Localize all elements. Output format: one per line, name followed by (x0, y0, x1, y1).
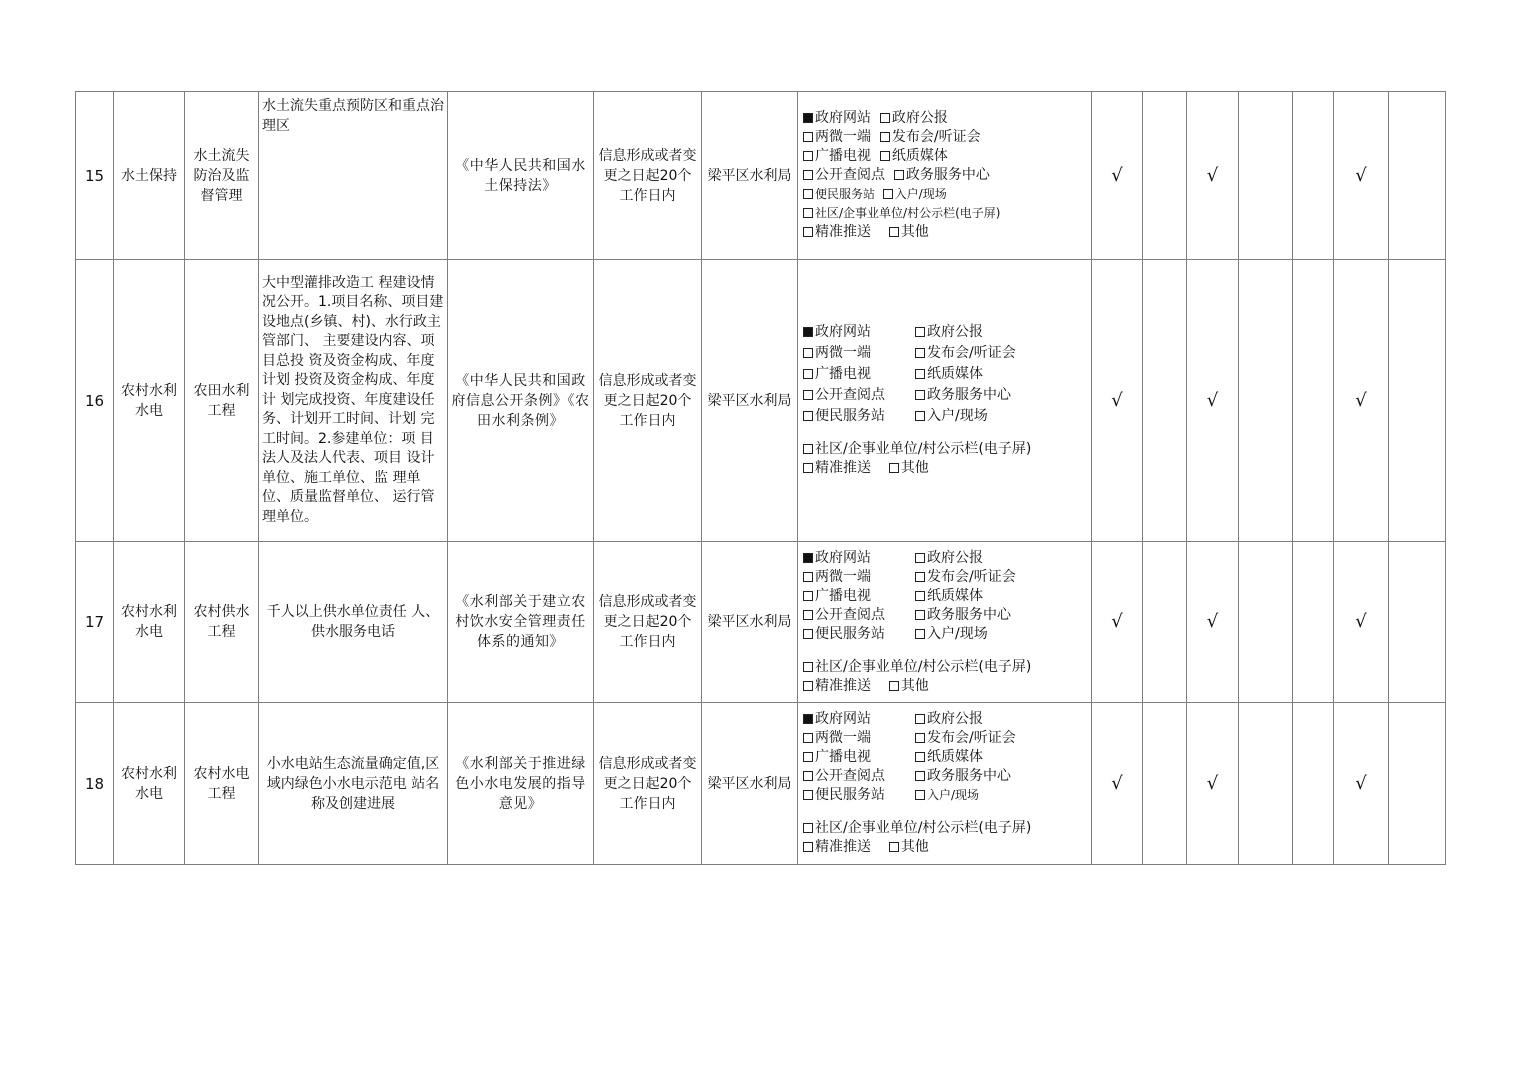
check-mark (1293, 703, 1334, 865)
channel-paper: 纸质媒体 (927, 587, 983, 604)
check-mark: √ (1092, 260, 1143, 542)
checkbox-icon (889, 842, 899, 852)
checkbox-icon (803, 463, 813, 473)
checkbox-icon (803, 629, 813, 639)
checked-box-icon (803, 553, 813, 563)
check-mark: √ (1092, 542, 1143, 703)
check-mark (1389, 703, 1446, 865)
channel-community: 社区/企事业单位/村公示栏(电子屏) (815, 441, 1032, 457)
disclosure-content: 水土流失重点预防区和重点治理区 (259, 92, 448, 260)
channel-hearing: 发布会/听证会 (927, 730, 1016, 746)
checkbox-icon (915, 771, 925, 781)
checkbox-icon (803, 151, 813, 161)
responsible-department: 梁平区水利局 (702, 92, 798, 260)
check-mark: √ (1092, 703, 1143, 865)
disclosure-content: 小水电站生态流量确定值,区域内绿色小水电示范电 站名称及创建进展 (259, 703, 448, 865)
channel-broadcast: 广播电视 (815, 749, 871, 765)
checkbox-icon (803, 790, 813, 800)
disclosure-time-limit: 信息形成或者变更之日起20个工作日内 (594, 542, 702, 703)
check-mark (1293, 92, 1334, 260)
checkbox-icon (803, 681, 813, 691)
table-row (76, 92, 1446, 260)
checkbox-icon (803, 823, 813, 833)
checkbox-icon (889, 463, 899, 473)
channel-govweb: 政府网站 (815, 549, 871, 566)
channel-other: 其他 (900, 677, 929, 694)
checkbox-icon (915, 591, 925, 601)
channel-twomicro: 两微一端 (815, 730, 871, 746)
checkbox-icon (803, 771, 813, 781)
channel-govweb: 政府网站 (815, 110, 871, 126)
channel-household: 入户/现场 (894, 187, 947, 201)
row-number: 17 (76, 542, 114, 703)
disclosure-channels (798, 92, 1092, 260)
disclosure-time-limit: 信息形成或者变更之日起20个工作日内 (594, 703, 702, 865)
category-level2: 农村水电工程 (185, 703, 259, 865)
category-level2: 农田水利工程 (185, 260, 259, 542)
channel-household: 入户/现场 (927, 788, 980, 802)
checkbox-icon (889, 227, 899, 237)
channel-reading: 公开查阅点 (815, 768, 885, 784)
channel-twomicro: 两微一端 (815, 345, 871, 361)
channel-service-center: 政务服务中心 (927, 606, 1011, 623)
channel-precise: 精准推送 (815, 839, 871, 855)
checkbox-icon (915, 790, 925, 800)
disclosure-content: 大中型灌排改造工 程建设情况公开。1.项目名称、项目建设地点(乡镇、村)、水行政主管部门、 主要建设内容、项目总投 资及资金构成、年度计划 投资及资金构成、年度计 划完成投资、年度建设任 务、计划开工时间、计划 完工时间。2.参建单位：项 目法人及法人代表、项目 设计单位、施工单位、监 理单位、质量监督单位、 运行管理单位。 (259, 260, 448, 542)
check-mark (1143, 260, 1187, 542)
channel-service-center: 政务服务中心 (905, 167, 990, 183)
check-mark (1239, 542, 1293, 703)
checkbox-icon (880, 151, 890, 161)
checkbox-icon (803, 170, 813, 180)
channel-other: 其他 (900, 839, 929, 855)
checkbox-icon (803, 390, 813, 400)
check-mark (1143, 542, 1187, 703)
disclosure-content: 千人以上供水单位责任 人、供水服务电话 (259, 542, 448, 703)
check-mark (1239, 703, 1293, 865)
checkbox-icon (803, 444, 813, 454)
check-mark: √ (1187, 92, 1239, 260)
channel-broadcast: 广播电视 (815, 148, 871, 164)
channel-community: 社区/企事业单位/村公示栏(电子屏) (815, 658, 1032, 675)
checkbox-icon (915, 553, 925, 563)
checkbox-icon (894, 170, 904, 180)
checkbox-icon (803, 132, 813, 142)
checkbox-icon (803, 842, 813, 852)
check-mark (1293, 542, 1334, 703)
channel-service-center: 政务服务中心 (927, 387, 1011, 403)
channel-gazette: 政府公报 (927, 549, 983, 566)
row-number: 16 (76, 260, 114, 542)
channel-twomicro: 两微一端 (815, 129, 871, 145)
checkbox-icon (803, 610, 813, 620)
channel-precise: 精准推送 (815, 224, 871, 240)
channel-household: 入户/现场 (927, 408, 988, 424)
disclosure-table (75, 91, 1446, 865)
table-row (76, 703, 1446, 865)
channel-gazette: 政府公报 (891, 110, 948, 126)
channel-convenience: 便民服务站 (815, 625, 885, 642)
checkbox-icon (803, 733, 813, 743)
disclosure-time-limit: 信息形成或者变更之日起20个工作日内 (594, 92, 702, 260)
check-mark (1143, 703, 1187, 865)
channel-reading: 公开查阅点 (815, 387, 885, 403)
category-level1: 水土保持 (114, 92, 185, 260)
row-number: 15 (76, 92, 114, 260)
checked-box-icon (803, 327, 813, 337)
check-mark: √ (1092, 92, 1143, 260)
checkbox-icon (803, 369, 813, 379)
checkbox-icon (883, 189, 893, 199)
channel-govweb: 政府网站 (815, 324, 871, 340)
channel-convenience: 便民服务站 (815, 187, 876, 201)
checkbox-icon (915, 752, 925, 762)
category-level2: 水土流失防治及监督管理 (185, 92, 259, 260)
checkbox-icon (915, 348, 925, 358)
checkbox-icon (915, 327, 925, 337)
legal-basis: 《水利部关于建立农村饮水安全管理责任体系的通知》 (448, 542, 594, 703)
checkbox-icon (803, 752, 813, 762)
responsible-department: 梁平区水利局 (702, 703, 798, 865)
checkbox-icon (803, 189, 813, 199)
check-mark (1293, 260, 1334, 542)
channel-paper: 纸质媒体 (891, 148, 948, 164)
check-mark: √ (1334, 260, 1389, 542)
checked-box-icon (803, 113, 813, 123)
disclosure-channels (798, 260, 1092, 542)
checkbox-icon (889, 681, 899, 691)
disclosure-channels (798, 703, 1092, 865)
row-number: 18 (76, 703, 114, 865)
checkbox-icon (880, 132, 890, 142)
channel-other: 其他 (900, 460, 929, 476)
category-level1: 农村水利水电 (114, 703, 185, 865)
channel-community: 社区/企事业单位/村公示栏(电子屏) (815, 206, 1001, 220)
checkbox-icon (915, 714, 925, 724)
checkbox-icon (915, 369, 925, 379)
checkbox-icon (803, 662, 813, 672)
checkbox-icon (803, 227, 813, 237)
checkbox-icon (803, 411, 813, 421)
channel-household: 入户/现场 (927, 625, 988, 642)
checkbox-icon (915, 390, 925, 400)
checkbox-icon (915, 411, 925, 421)
checkbox-icon (803, 572, 813, 582)
checkbox-icon (915, 733, 925, 743)
disclosure-time-limit: 信息形成或者变更之日起20个工作日内 (594, 260, 702, 542)
channel-twomicro: 两微一端 (815, 568, 871, 585)
legal-basis: 《水利部关于推进绿色小水电发展的指导意见》 (448, 703, 594, 865)
responsible-department: 梁平区水利局 (702, 260, 798, 542)
legal-basis: 《中华人民共和国水土保持法》 (448, 92, 594, 260)
check-mark (1143, 92, 1187, 260)
checked-box-icon (803, 714, 813, 724)
checkbox-icon (915, 572, 925, 582)
check-mark (1239, 260, 1293, 542)
checkbox-icon (803, 208, 813, 218)
channel-convenience: 便民服务站 (815, 408, 885, 424)
check-mark: √ (1187, 703, 1239, 865)
checkbox-icon (915, 610, 925, 620)
check-mark: √ (1187, 542, 1239, 703)
category-level1: 农村水利水电 (114, 542, 185, 703)
channel-paper: 纸质媒体 (927, 366, 983, 382)
table-row (76, 260, 1446, 542)
channel-hearing: 发布会/听证会 (927, 568, 1016, 585)
checkbox-icon (803, 348, 813, 358)
channel-broadcast: 广播电视 (815, 366, 871, 382)
channel-precise: 精准推送 (815, 677, 871, 694)
check-mark: √ (1334, 703, 1389, 865)
check-mark (1389, 542, 1446, 703)
channel-service-center: 政务服务中心 (927, 768, 1011, 784)
table-row (76, 542, 1446, 703)
checkbox-icon (803, 591, 813, 601)
check-mark (1389, 260, 1446, 542)
channel-hearing: 发布会/听证会 (927, 345, 1016, 361)
category-level2: 农村供水工程 (185, 542, 259, 703)
channel-convenience: 便民服务站 (815, 787, 885, 803)
channel-precise: 精准推送 (815, 460, 871, 476)
channel-gazette: 政府公报 (927, 324, 983, 340)
channel-hearing: 发布会/听证会 (891, 129, 981, 145)
checkbox-icon (915, 629, 925, 639)
channel-govweb: 政府网站 (815, 711, 871, 727)
responsible-department: 梁平区水利局 (702, 542, 798, 703)
channel-reading: 公开查阅点 (815, 167, 885, 183)
channel-gazette: 政府公报 (927, 711, 983, 727)
disclosure-channels (798, 542, 1092, 703)
channel-reading: 公开查阅点 (815, 606, 885, 623)
channel-broadcast: 广播电视 (815, 587, 871, 604)
channel-community: 社区/企事业单位/村公示栏(电子屏) (815, 820, 1032, 836)
check-mark (1239, 92, 1293, 260)
channel-other: 其他 (900, 224, 929, 240)
legal-basis: 《中华人民共和国政府信息公开条例》《农田水利条例》 (448, 260, 594, 542)
check-mark: √ (1334, 92, 1389, 260)
channel-paper: 纸质媒体 (927, 749, 983, 765)
check-mark: √ (1187, 260, 1239, 542)
check-mark: √ (1334, 542, 1389, 703)
category-level1: 农村水利水电 (114, 260, 185, 542)
check-mark (1389, 92, 1446, 260)
checkbox-icon (880, 113, 890, 123)
